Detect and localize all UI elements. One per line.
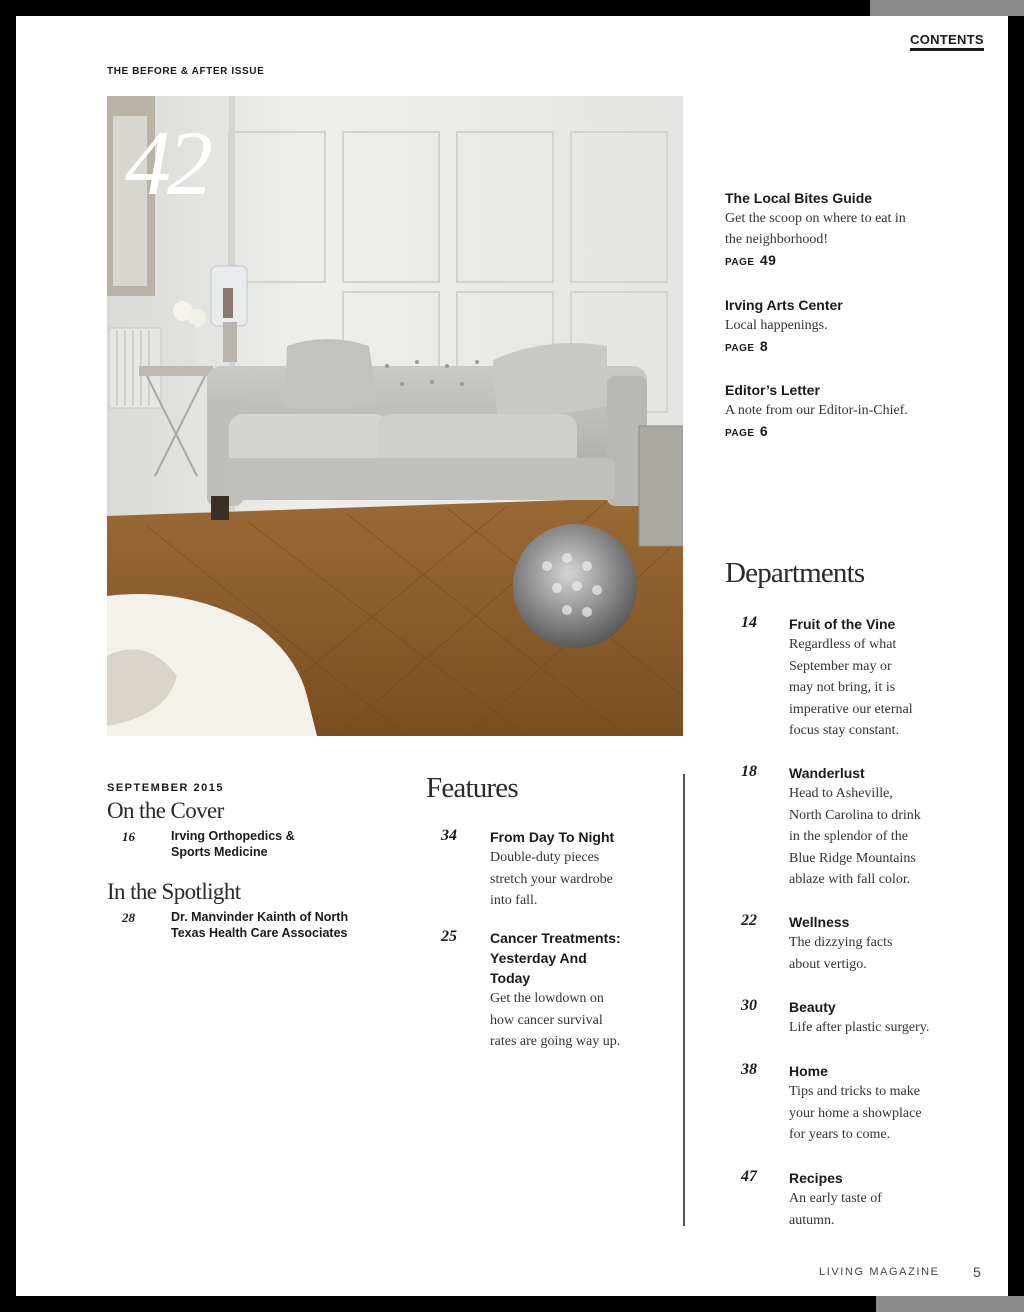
spotlight-page: 28 — [122, 910, 135, 925]
page-label: PAGE — [725, 343, 755, 354]
magazine-page — [16, 16, 1008, 1296]
page-label: PAGE — [725, 257, 755, 268]
department-desc-line: Regardless of what — [789, 637, 897, 652]
feature-desc-line: A note from our Editor-in-Chief. — [725, 403, 908, 418]
departments-heading: Departments — [725, 557, 865, 589]
feature-title-line: Today — [490, 970, 531, 986]
issue-date: SEPTEMBER 2015 — [107, 782, 224, 794]
department-desc-line: in the splendor of the — [789, 829, 908, 844]
page-label: PAGE — [725, 428, 755, 439]
magazine-name: LIVING MAGAZINE — [819, 1266, 940, 1278]
feature-desc-line: Get the scoop on where to eat in — [725, 211, 906, 226]
department-desc-line: about vertigo. — [789, 956, 867, 972]
department-desc-line: Blue Ridge Mountains — [789, 850, 916, 866]
page-number: 49 — [759, 252, 777, 268]
feature-title-line: From Day To Night — [490, 829, 615, 845]
feature-desc-line: how cancer survival — [490, 1012, 603, 1028]
department-desc-line: may not bring, it is — [789, 680, 896, 695]
feature-title: The Local Bites Guide — [725, 190, 873, 206]
department-page: 14 — [741, 614, 757, 631]
department-page: 47 — [741, 1168, 757, 1185]
page-number: 8 — [759, 338, 769, 354]
department-desc-line: Life after plastic surgery. — [789, 1020, 930, 1035]
on-cover-heading: On the Cover — [107, 798, 224, 823]
department-desc-line: ablaze with fall color. — [789, 872, 911, 887]
feature-local-bites[interactable] — [725, 188, 965, 273]
department-desc-line: focus stay constant. — [789, 723, 900, 738]
department-title: Beauty — [789, 999, 836, 1015]
department-desc-line: your home a showplace — [789, 1105, 922, 1121]
on-cover-item[interactable] — [107, 828, 407, 868]
department-desc-line: Head to Asheville, — [789, 786, 893, 801]
department-page: 30 — [741, 997, 757, 1014]
feature-item[interactable] — [426, 827, 666, 919]
department-title: Fruit of the Vine — [789, 616, 896, 632]
department-title: Recipes — [789, 1170, 843, 1186]
spotlight-item[interactable] — [107, 909, 407, 949]
feature-title-line: Yesterday And — [490, 950, 587, 966]
feature-desc-line: Local happenings. — [725, 318, 828, 333]
feature-desc-line: stretch your wardrobe — [490, 871, 613, 887]
spotlight-heading: In the Spotlight — [107, 879, 241, 904]
column-divider — [683, 774, 685, 1226]
feature-page: 34 — [441, 827, 457, 844]
frame-accent-bottom — [876, 1296, 1024, 1312]
living-room-photo — [107, 96, 683, 736]
feature-desc-line: the neighborhood! — [725, 232, 829, 247]
feature-desc-line: Double-duty pieces — [490, 850, 600, 865]
feature-editors-letter[interactable] — [725, 380, 965, 444]
feature-page-ref — [725, 421, 965, 444]
department-title: Wanderlust — [789, 765, 865, 781]
features-heading: Features — [426, 772, 518, 804]
page-folio: 5 — [973, 1264, 981, 1280]
feature-page-ref — [725, 250, 965, 273]
departments-list — [725, 614, 975, 1234]
feature-title: Irving Arts Center — [725, 297, 843, 313]
frame-accent-top — [870, 0, 1024, 16]
feature-desc-line: rates are going way up. — [490, 1034, 621, 1049]
department-desc-line: An early taste of — [789, 1191, 882, 1206]
photo-page-number[interactable]: 42 — [125, 112, 209, 214]
feature-desc-line: Get the lowdown on — [490, 991, 604, 1006]
department-desc-line: autumn. — [789, 1212, 835, 1228]
on-cover-title-line: Irving Orthopedics & — [171, 829, 295, 843]
department-desc-line: North Carolina to drink — [789, 807, 921, 823]
department-page: 18 — [741, 763, 757, 780]
contents-label: CONTENTS — [910, 32, 984, 51]
spotlight-title-line: Texas Health Care Associates — [171, 926, 348, 940]
on-cover-title-line: Sports Medicine — [171, 845, 268, 859]
feature-desc-line: into fall. — [490, 893, 538, 908]
page-number: 6 — [759, 423, 769, 439]
department-page: 38 — [741, 1061, 757, 1078]
on-cover-page: 16 — [122, 829, 135, 844]
department-title: Wellness — [789, 914, 850, 930]
feature-item[interactable] — [426, 928, 666, 1058]
department-desc-line: for years to come. — [789, 1127, 891, 1142]
feature-page-ref — [725, 336, 965, 359]
spotlight-title-line: Dr. Manvinder Kainth of North — [171, 910, 349, 924]
department-desc-line: Tips and tricks to make — [789, 1084, 920, 1099]
department-desc-line: imperative our eternal — [789, 701, 913, 717]
issue-label: THE BEFORE & AFTER ISSUE — [107, 66, 265, 77]
feature-title-line: Cancer Treatments: — [490, 930, 621, 946]
feature-irving-arts[interactable] — [725, 295, 965, 359]
department-title: Home — [789, 1063, 828, 1079]
department-page: 22 — [741, 912, 757, 929]
department-desc-line: September may or — [789, 658, 892, 674]
department-desc-line: The dizzying facts — [789, 935, 893, 950]
feature-title: Editor’s Letter — [725, 382, 820, 398]
feature-page: 25 — [441, 928, 457, 945]
